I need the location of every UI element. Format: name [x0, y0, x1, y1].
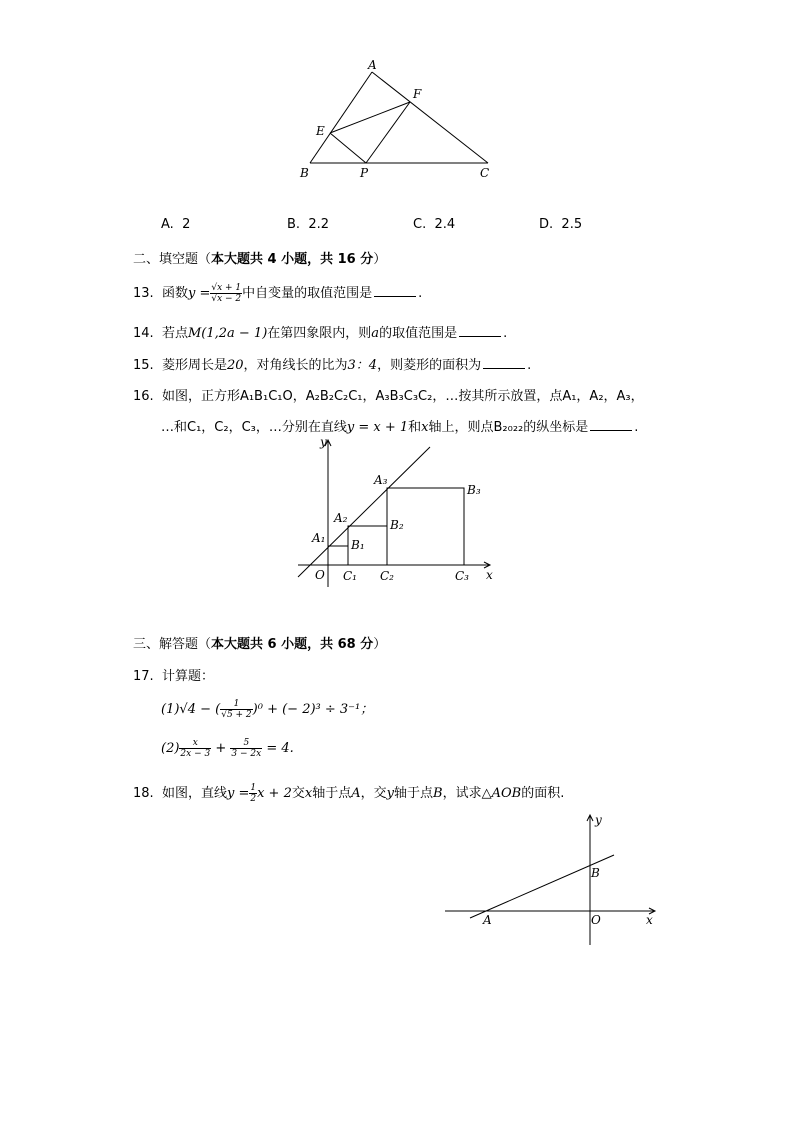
section-3-header: 三、解答题（本大题共 6 小题，共 68 分）	[133, 637, 387, 652]
y-axis-label: y	[595, 813, 602, 827]
answer-blank	[374, 284, 416, 297]
option-d: D. 2.5	[539, 217, 583, 232]
question-18: 18. 如图，直线y = $\frac{1}{2}$ x + 2交x轴于点A，交y轴于点B，试求△AOB的面积.	[133, 783, 565, 804]
option-b: B. 2.2	[287, 217, 330, 232]
question-17-part-1: (1)√4 − ( $\frac{1}{√5 + 2}$ )⁰ + (− 2)³ ÷ 3⁻¹；	[161, 699, 374, 720]
origin-label: O	[591, 913, 601, 927]
option-c: C. 2.4	[413, 217, 456, 232]
question-17-title: 17. 计算题：	[133, 669, 214, 684]
option-a: A. 2	[161, 217, 191, 232]
b3-label: B₃	[467, 483, 481, 497]
answer-blank	[459, 324, 501, 337]
label-p: P	[360, 166, 369, 180]
b2-label: B₂	[390, 518, 404, 532]
label-e: E	[316, 124, 325, 138]
c1-label: C₁	[343, 569, 357, 583]
label-c: C	[480, 166, 490, 180]
question-14: 14. 若点M(1,2a − 1)在第四象限内，则a的取值范围是 .	[133, 326, 508, 341]
c2-label: C₂	[380, 569, 394, 583]
point-a-label: A	[483, 913, 492, 927]
point-b-label: B	[591, 866, 600, 880]
y-axis-label: y	[320, 435, 327, 449]
question-13: 13. 函数y = $\frac{√x + 1}{√x - 2}$ 中自变量的取值范围是 .	[133, 283, 423, 304]
a2-label: A₂	[334, 511, 348, 525]
x-axis-label: x	[646, 913, 653, 927]
question-16-line-1: 16. 如图，正方形A₁B₁C₁O，A₂B₂C₂C₁，A₃B₃C₃C₂，…按其所示放置，点A₁，A₂，A₃，	[133, 389, 644, 404]
label-f: F	[413, 87, 422, 101]
question-17-part-2: (2) $\frac{x}{2x - 3}$ + $\frac{5}{3 - 2x}$ = 4.	[161, 738, 294, 759]
section-2-header: 二、填空题（本大题共 4 小题，共 16 分）	[133, 252, 387, 267]
line-graph-figure	[440, 810, 670, 950]
triangle-figure	[290, 55, 510, 185]
a1-label: A₁	[312, 531, 326, 545]
question-15: 15. 菱形周长是20，对角线长的比为3：4，则菱形的面积为 .	[133, 358, 532, 373]
a3-label: A₃	[374, 473, 388, 487]
question-16-line-2: …和C₁，C₂，C₃，…分别在直线y = x + 1和x轴上，则点B₂₀₂₂的纵坐标是 .	[161, 420, 639, 435]
c3-label: C₃	[455, 569, 469, 583]
x-axis-label: x	[486, 568, 493, 582]
answer-blank	[590, 418, 632, 431]
label-b: B	[300, 166, 309, 180]
answer-blank	[483, 356, 525, 369]
label-a: A	[368, 58, 377, 72]
squares-figure	[290, 432, 510, 592]
b1-label: B₁	[351, 538, 365, 552]
q13-fraction: $\frac{√x + 1}{√x - 2}$	[211, 283, 242, 304]
origin-label: O	[315, 568, 325, 582]
